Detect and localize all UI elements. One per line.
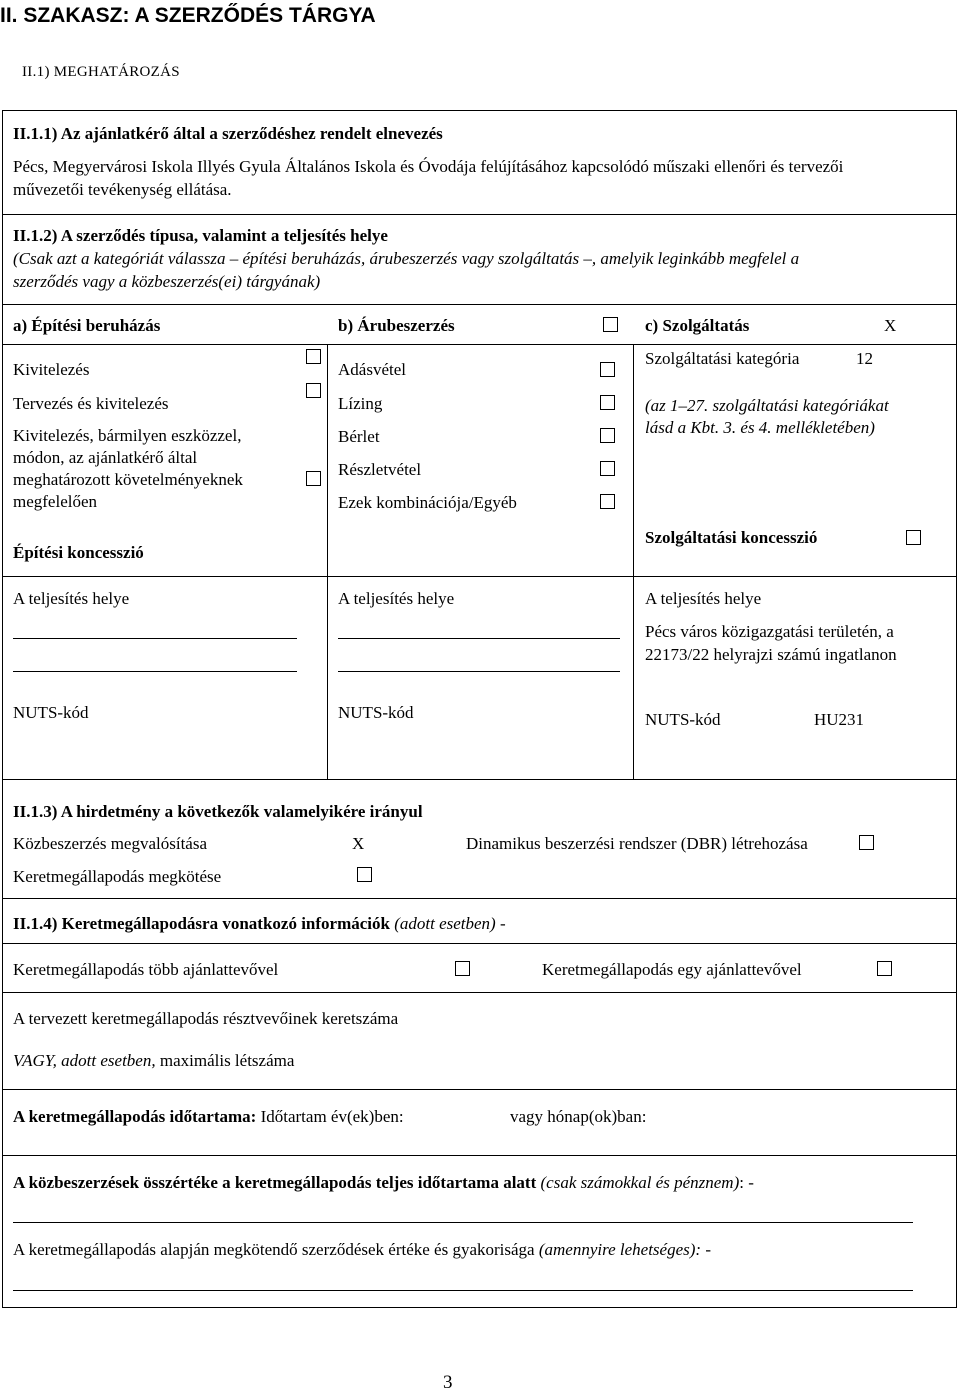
checkbox-szolg-koncesszio[interactable]	[906, 530, 921, 545]
col-a-item3-line2: módon, az ajánlatkérő által	[13, 448, 198, 467]
s111-text-line2: művezetői tevékenység ellátása.	[13, 180, 232, 199]
checkbox-egy-ajanlattevo[interactable]	[877, 961, 892, 976]
checkbox-kivitelezes[interactable]	[306, 349, 321, 364]
s114-total-dash: : -	[739, 1173, 754, 1192]
col-a-concession: Építési koncesszió	[13, 543, 144, 562]
s114-value-row	[13, 1240, 711, 1260]
s111-text-line1: Pécs, Megyervárosi Iskola Illyés Gyula Általános Iskola és Óvodája felújításához kapcsolódó műszaki ellenőri és tervezői	[13, 157, 844, 176]
s113-opt1-mark: X	[352, 834, 365, 853]
col-c-category-label: Szolgáltatási kategória	[645, 349, 800, 368]
checkbox-lizing[interactable]	[600, 395, 615, 410]
divider	[2, 898, 957, 899]
divider	[2, 992, 957, 993]
s112-note-line1: (Csak azt a kategóriát válassza – építési beruházás, árubeszerzés vagy szolgáltatás –, amelyik leginkább megfelel a	[13, 249, 800, 268]
value-answer-line[interactable]	[13, 1290, 913, 1291]
col-c-concession: Szolgáltatási koncesszió	[645, 528, 818, 547]
col-c-category-value: 12	[856, 349, 873, 368]
s113-opt3: Keretmegállapodás megkötése	[13, 867, 222, 886]
col-c-title: c) Szolgáltatás	[645, 316, 750, 335]
section-title: II. SZAKASZ: A SZERZŐDÉS TÁRGYA	[0, 4, 376, 27]
page-number: 3	[443, 1372, 453, 1393]
col-b-title: b) Árubeszerzés	[338, 316, 455, 335]
col-a-place-line[interactable]	[13, 638, 297, 639]
column-divider	[327, 344, 328, 779]
col-a-item-kivitelezes: Kivitelezés	[13, 360, 90, 379]
col-b-place-line[interactable]	[338, 638, 620, 639]
divider	[2, 576, 957, 577]
col-b-item-berlet: Bérlet	[338, 427, 380, 446]
s114-heading-note: (adott esetben)	[394, 914, 496, 933]
col-c-category-note2: lásd a Kbt. 3. és 4. mellékletében)	[645, 418, 875, 437]
col-c-place-value2: 22173/22 helyrajzi számú ingatlanon	[645, 645, 897, 664]
col-b-nuts-label: NUTS-kód	[338, 703, 414, 722]
divider	[2, 214, 957, 215]
s114-or-row	[13, 1051, 294, 1071]
section-subtitle: II.1) MEGHATÁROZÁS	[22, 64, 180, 80]
col-b-checkbox[interactable]	[603, 317, 618, 332]
checkbox-egyeb[interactable]	[600, 494, 615, 509]
total-answer-line[interactable]	[13, 1222, 913, 1223]
checkbox-tobb-ajanlattevo[interactable]	[455, 961, 470, 976]
col-b-item-egyeb: Ezek kombinációja/Egyéb	[338, 493, 517, 512]
checkbox-reszletvetel[interactable]	[600, 461, 615, 476]
s114-total-note: (csak számokkal és pénznem)	[540, 1173, 740, 1192]
s114-duration-row	[13, 1107, 404, 1127]
s114-duration-years: Időtartam év(ek)ben:	[256, 1107, 404, 1126]
col-a-item3-line3: meghatározott követelményeknek	[13, 470, 243, 489]
s114-total-row	[13, 1173, 754, 1193]
divider	[2, 779, 957, 780]
col-a-nuts-label: NUTS-kód	[13, 703, 89, 722]
s114-or-rest: maximális létszáma	[155, 1051, 295, 1070]
col-b-item-lizing: Lízing	[338, 394, 383, 413]
s114-opt-many: Keretmegállapodás több ajánlattevővel	[13, 960, 279, 979]
divider	[2, 344, 957, 345]
s114-duration-months: vagy hónap(ok)ban:	[510, 1107, 647, 1126]
s113-heading: II.1.3) A hirdetmény a következők valamelyikére irányul	[13, 802, 423, 821]
col-a-item3-line4: megfelelően	[13, 492, 98, 511]
checkbox-tervezes[interactable]	[306, 383, 321, 398]
checkbox-keretmegallapodas[interactable]	[357, 867, 372, 882]
s114-heading-row	[13, 914, 506, 934]
s114-value-label: A keretmegállapodás alapján megkötendő szerződések értéke és gyakorisága	[13, 1240, 535, 1259]
s114-or-italic: VAGY, adott esetben,	[13, 1051, 156, 1070]
col-c-category-note1: (az 1–27. szolgáltatási kategóriákat	[645, 396, 889, 415]
s113-opt1: Közbeszerzés megvalósítása	[13, 834, 207, 853]
checkbox-berlet[interactable]	[600, 428, 615, 443]
col-c-nuts-label: NUTS-kód	[645, 710, 721, 729]
s112-note-line2: szerződés vagy a közbeszerzés(ei) tárgyának)	[13, 272, 321, 291]
col-a-place-label: A teljesítés helye	[13, 589, 130, 608]
col-a-item-tervezes: Tervezés és kivitelezés	[13, 394, 169, 413]
divider	[2, 304, 957, 305]
divider	[2, 1089, 957, 1090]
checkbox-kivitelezes-barmilyen[interactable]	[306, 471, 321, 486]
col-c-nuts-value: HU231	[814, 710, 865, 729]
s112-heading: II.1.2) A szerződés típusa, valamint a teljesítés helye	[13, 226, 388, 245]
s114-duration-label: A keretmegállapodás időtartama:	[13, 1107, 257, 1126]
col-b-item-adasvetel: Adásvétel	[338, 360, 406, 379]
col-a-place-line[interactable]	[13, 671, 297, 672]
s114-heading-dash: -	[495, 914, 506, 933]
divider	[2, 1155, 957, 1156]
col-a-item3-line1: Kivitelezés, bármilyen eszközzel,	[13, 426, 242, 445]
col-c-place-label: A teljesítés helye	[645, 589, 762, 608]
s114-heading: II.1.4) Keretmegállapodásra vonatkozó információk	[13, 914, 390, 933]
col-b-item-reszletvetel: Részletvétel	[338, 460, 422, 479]
col-c-mark: X	[884, 316, 897, 335]
col-a-title: a) Építési beruházás	[13, 316, 161, 335]
s114-value-note: (amennyire lehetséges):	[538, 1240, 702, 1259]
checkbox-adasvetel[interactable]	[600, 362, 615, 377]
col-b-place-label: A teljesítés helye	[338, 589, 455, 608]
s114-total-label: A közbeszerzések összértéke a keretmegállapodás teljes időtartama alatt	[13, 1173, 537, 1192]
s114-planned: A tervezett keretmegállapodás résztvevőinek keretszáma	[13, 1009, 399, 1028]
s114-opt-one: Keretmegállapodás egy ajánlattevővel	[542, 960, 802, 979]
col-b-place-line[interactable]	[338, 671, 620, 672]
col-c-place-value1: Pécs város közigazgatási területén, a	[645, 622, 894, 641]
divider	[2, 943, 957, 944]
s111-heading: II.1.1) Az ajánlatkérő által a szerződéshez rendelt elnevezés	[13, 124, 443, 143]
s114-value-dash: -	[701, 1240, 711, 1259]
s113-opt2: Dinamikus beszerzési rendszer (DBR) létrehozása	[466, 834, 808, 853]
column-divider	[633, 344, 634, 779]
checkbox-dbr[interactable]	[859, 835, 874, 850]
